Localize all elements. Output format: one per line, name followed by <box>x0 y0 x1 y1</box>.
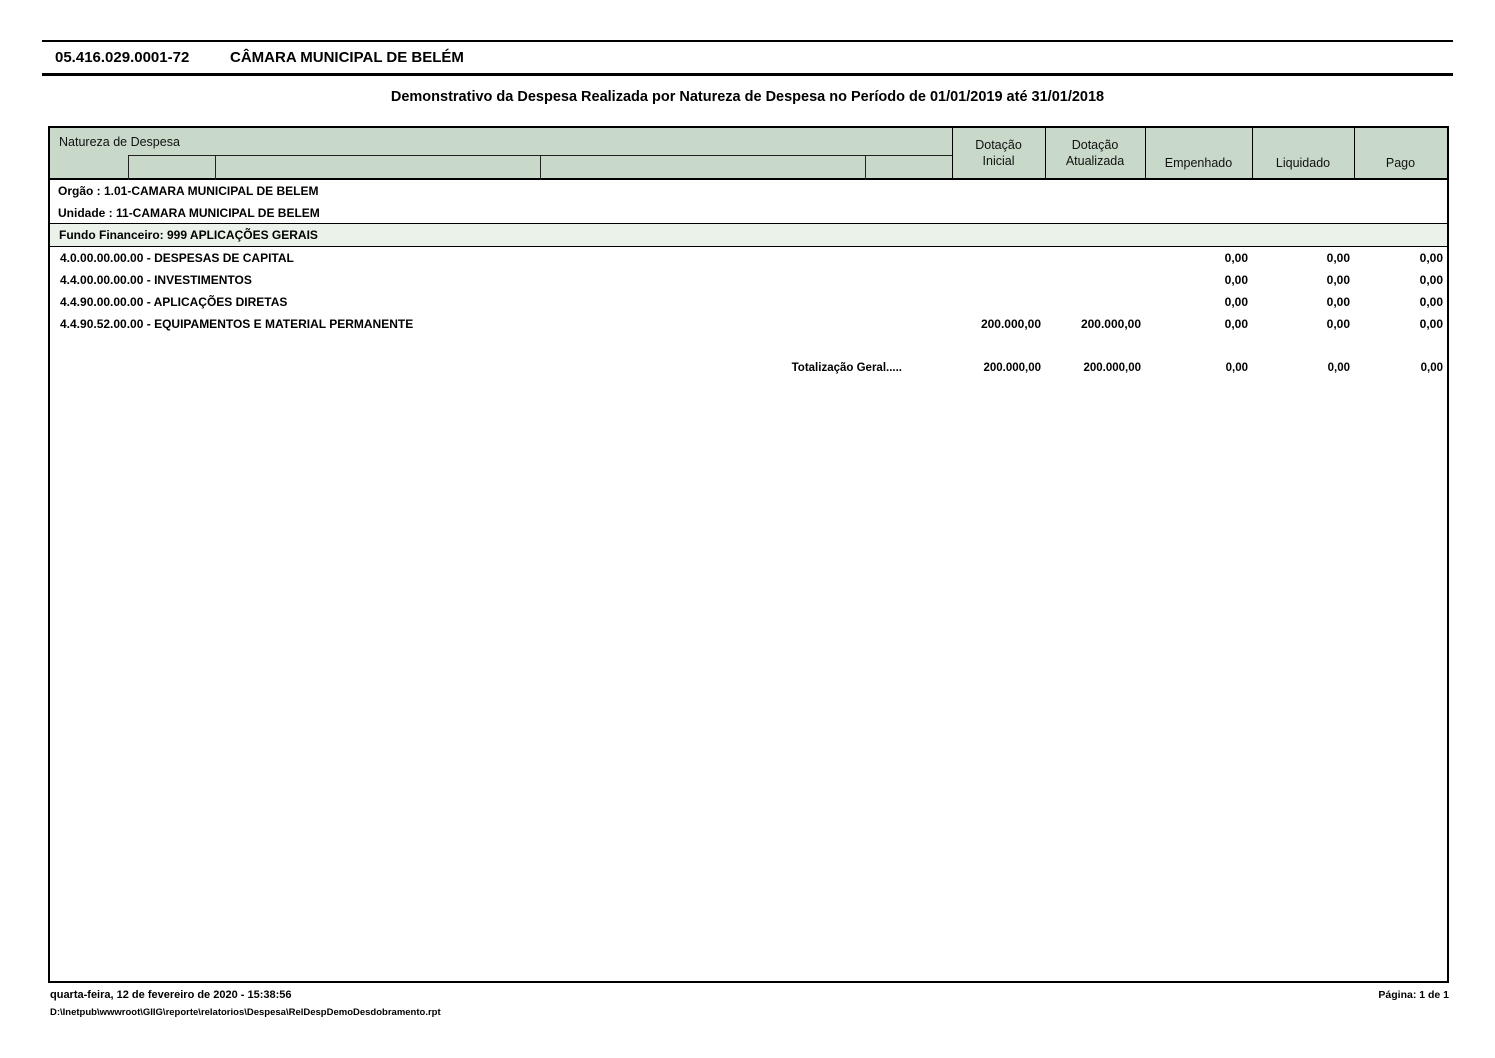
column-header-text: Atualizada <box>1065 154 1125 168</box>
liquidado-cell: 0,00 <box>1326 273 1350 287</box>
empenhado-cell: 0,00 <box>1224 251 1248 265</box>
column-header-liquidado: Liquidado <box>1275 156 1331 170</box>
column-header-dotacao-inicial <box>952 137 1045 169</box>
natureza-cell: 4.4.90.52.00.00 - EQUIPAMENTOS E MATERIAL PERMANENTE <box>60 317 414 331</box>
column-divider <box>1145 128 1146 180</box>
pago-cell: 0,00 <box>1419 295 1443 309</box>
natureza-cell: 4.4.90.00.00.00 - APLICAÇÕES DIRETAS <box>60 295 288 309</box>
grand-total-label: Totalização Geral..... <box>791 362 902 374</box>
subheader-cell-divider <box>128 155 129 180</box>
pago-cell: 0,00 <box>1419 273 1443 287</box>
total-dotacao-atualizada: 200.000,00 <box>1083 362 1141 374</box>
expense-report-table <box>48 126 1449 983</box>
subheader-cell-divider <box>540 155 541 180</box>
table-row <box>50 269 1447 291</box>
top-divider-line <box>42 40 1453 42</box>
table-row <box>50 247 1447 269</box>
entity-name: CÂMARA MUNICIPAL DE BELÉM <box>230 49 464 66</box>
table-row <box>50 313 1447 335</box>
dotacao-inicial-cell: 200.000,00 <box>980 317 1041 331</box>
liquidado-cell: 0,00 <box>1326 295 1350 309</box>
table-row <box>50 291 1447 313</box>
group-header-orgao: Orgão : 1.01-CAMARA MUNICIPAL DE BELEM <box>58 184 319 198</box>
empenhado-cell: 0,00 <box>1224 295 1248 309</box>
header-divider-line <box>42 73 1453 76</box>
subheader-cell-divider <box>215 155 216 180</box>
report-title: Demonstrativo da Despesa Realizada por Natureza de Despesa no Período de 01/01/2019 até 31/01/2018 <box>390 89 1105 105</box>
natureza-cell: 4.0.00.00.00.00 - DESPESAS DE CAPITAL <box>60 251 294 265</box>
column-header-dotacao-atualizada <box>1045 137 1145 169</box>
empenhado-cell: 0,00 <box>1224 273 1248 287</box>
column-header-pago: Pago <box>1385 156 1416 170</box>
footer-datetime: quarta-feira, 12 de fevereiro de 2020 - 15:38:56 <box>50 989 292 1001</box>
column-header-natureza: Natureza de Despesa <box>59 135 180 149</box>
total-dotacao-inicial: 200.000,00 <box>983 362 1041 374</box>
total-liquidado: 0,00 <box>1327 362 1350 374</box>
footer-report-path: D:\Inetpub\wwwroot\GIIG\reporte\relatorios\Despesa\RelDespDemoDesdobramento.rpt <box>50 1007 441 1018</box>
liquidado-cell: 0,00 <box>1326 251 1350 265</box>
column-header-text: Inicial <box>982 154 1015 168</box>
empenhado-cell: 0,00 <box>1224 317 1248 331</box>
column-header-text: Dotação <box>975 138 1022 152</box>
natureza-cell: 4.4.00.00.00.00 - INVESTIMENTOS <box>60 273 252 287</box>
group-header-unidade: Unidade : 11-CAMARA MUNICIPAL DE BELEM <box>58 205 320 220</box>
dotacao-atualizada-cell: 200.000,00 <box>1080 317 1141 331</box>
table-header-band <box>50 128 1447 180</box>
total-pago: 0,00 <box>1420 362 1443 374</box>
total-empenhado: 0,00 <box>1225 362 1248 374</box>
grand-total-row <box>50 358 1447 378</box>
expense-rows <box>50 247 1447 335</box>
pago-cell: 0,00 <box>1419 317 1443 331</box>
pago-cell: 0,00 <box>1419 251 1443 265</box>
entity-code: 05.416.029.0001-72 <box>55 49 190 66</box>
column-divider <box>1252 128 1253 180</box>
liquidado-cell: 0,00 <box>1326 317 1350 331</box>
group-header-fundo-financeiro: Fundo Financeiro: 999 APLICAÇÕES GERAIS <box>50 223 1447 247</box>
column-divider <box>1354 128 1355 180</box>
column-header-empenhado: Empenhado <box>1164 156 1233 170</box>
subheader-cell-divider <box>865 155 866 180</box>
page-indicator: Página: 1 de 1 <box>1378 989 1449 1001</box>
column-header-text: Dotação <box>1071 138 1119 152</box>
